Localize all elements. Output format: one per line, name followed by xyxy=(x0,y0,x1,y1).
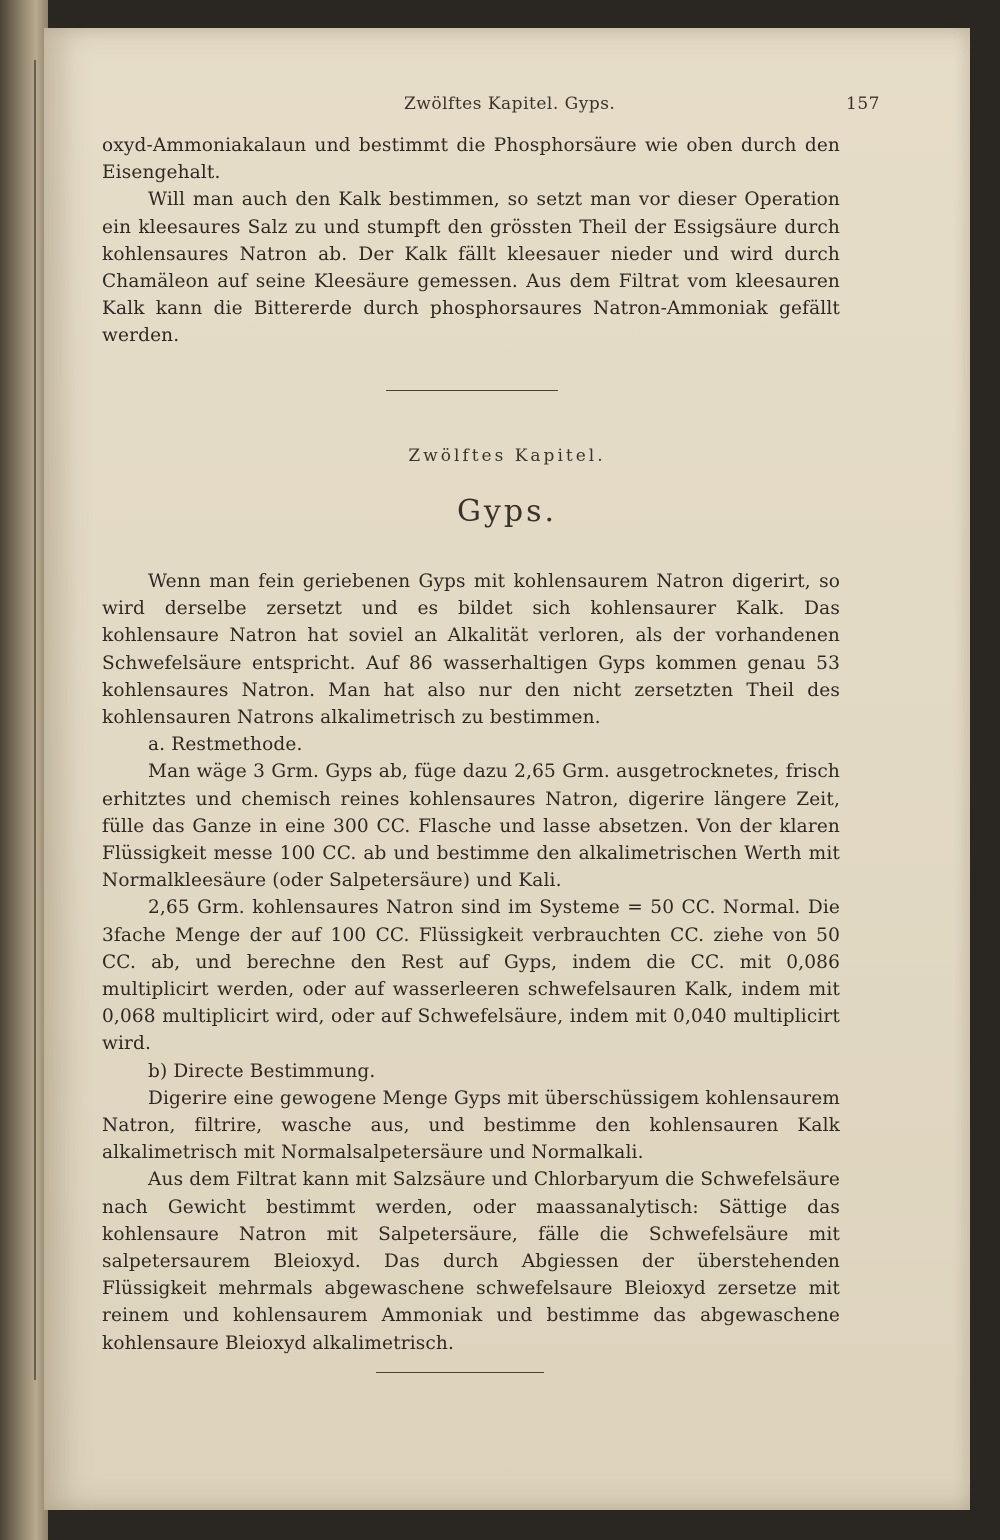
section-divider xyxy=(386,390,558,391)
page-number: 157 xyxy=(846,94,880,114)
continuation-text xyxy=(102,132,840,350)
end-divider xyxy=(376,1372,544,1373)
subheading-restmethode: a. Restmethode. xyxy=(148,734,303,756)
facing-page-edge xyxy=(0,0,48,1540)
running-title: Zwölftes Kapitel. Gyps. xyxy=(404,94,616,114)
subheading-directe-bestimmung: b) Directe Bestimmung. xyxy=(148,1060,376,1082)
paragraph: Aus dem Filtrat kann mit Salzsäure und Chlorbaryum die Schwefelsäure nach Gewicht bestimmt werden, oder maassanalytisch: Sättige das kohlensaure Natron mit Salpetersäure, fälle die Schwefelsäure mit salpetersaurem Bleioxyd. Das durch Abgiessen der überstehenden Flüssigkeit mehrmals abgewaschene schwefelsaure Bleioxyd zersetze mit reinem und kohlensaurem Ammoniak und bestimme das abgewaschene kohlensaure Bleioxyd alkalimetrisch. xyxy=(102,1169,840,1354)
paragraph: Will man auch den Kalk bestimmen, so setzt man vor dieser Operation ein kleesaures Salz zu und stumpft den grössten Theil der Essigsäure durch kohlensaures Natron ab. Der Kalk fällt kleesauer nieder und wird durch Chamäleon auf seine Kleesäure gemessen. Aus dem Filtrat vom kleesauren Kalk kann die Bittererde durch phosphorsaures Natron-Ammoniak gefällt werden. xyxy=(102,189,840,347)
chapter-label: Zwölftes Kapitel. xyxy=(408,446,606,466)
paragraph: Man wäge 3 Grm. Gyps ab, füge dazu 2,65 Grm. ausgetrocknetes, frisch erhitztes und chemisch reines kohlensaures Natron, digerire längere Zeit, fülle das Ganze in eine 300 CC. Flasche und lasse absetzen. Von der klaren Flüssigkeit messe 100 CC. ab und bestimme den alkalimetrischen Werth mit Normalkleesäure (oder Salpetersäure) und Kali. xyxy=(102,761,840,892)
paragraph: Digerire eine gewogene Menge Gyps mit überschüssigem kohlensaurem Natron, filtrire, wasche aus, und bestimme den kohlensauren Kalk alkalimetrisch mit Normalsalpetersäure und Normalkali. xyxy=(102,1087,840,1164)
book-page xyxy=(44,28,970,1510)
paragraph: oxyd-Ammoniakalaun und bestimmt die Phosphorsäure wie oben durch den Eisengehalt. xyxy=(102,135,840,184)
chapter-body xyxy=(102,568,840,1357)
paragraph: Wenn man fein geriebenen Gyps mit kohlensaurem Natron digerirt, so wird derselbe zersetzt und es bildet sich kohlensaurer Kalk. Das kohlensaure Natron hat soviel an Alkalität verloren, als der vorhandenen Schwefelsäure entspricht. Auf 86 wasserhaltigen Gyps kommen genau 53 kohlensaures Natron. Man hat also nur den nicht zersetzten Theil des kohlensauren Natrons alkalimetrisch zu bestimmen. xyxy=(102,571,840,729)
chapter-title: Gyps. xyxy=(456,494,558,529)
paragraph: 2,65 Grm. kohlensaures Natron sind im Systeme = 50 CC. Normal. Die 3fache Menge der auf 100 CC. Flüssigkeit verbrauchten CC. ziehe von 50 CC. ab, und berechne den Rest auf Gyps, indem die CC. mit 0,086 multiplicirt werden, oder auf wasserleeren schwefelsauren Kalk, indem mit 0,068 multiplicirt wird, oder auf Schwefelsäure, indem mit 0,040 multiplicirt wird. xyxy=(102,897,840,1055)
